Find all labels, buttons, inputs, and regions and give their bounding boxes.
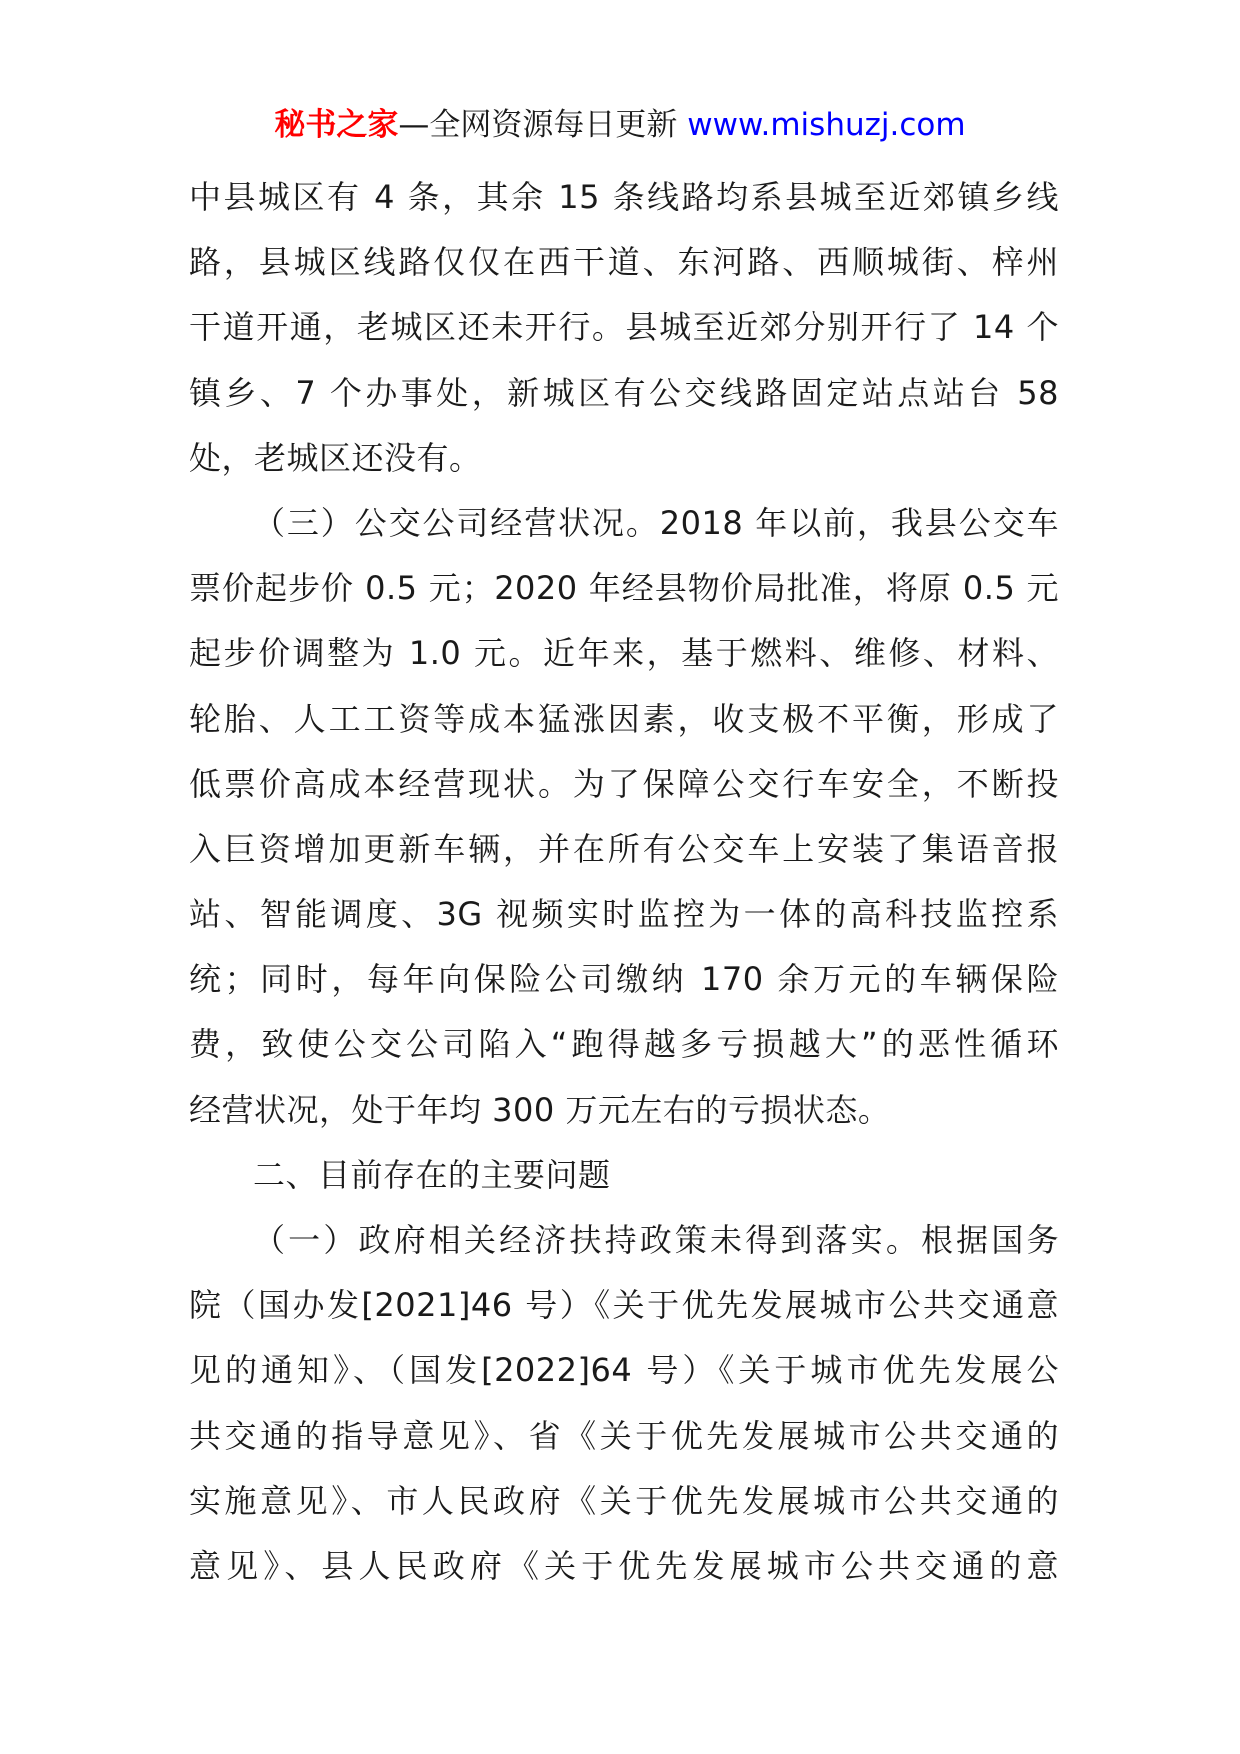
text-line: 处，老城区还没有。 <box>189 438 482 477</box>
text-line: 实施意见》、市人民政府《关于优先发展城市公共交通的 <box>189 1481 1059 1520</box>
section-paragraph-start: （三）公交公司经营状况。2018 年以前，我县公交车 <box>253 503 1059 542</box>
site-url-link[interactable]: www.mishuzj.com <box>687 107 966 143</box>
text-line: 低票价高成本经营现状。为了保障公交行车安全，不断投 <box>189 764 1059 803</box>
text-line: 共交通的指导意见》、省《关于优先发展城市公共交通的 <box>189 1416 1059 1455</box>
text-line: 统；同时，每年向保险公司缴纳 170 余万元的车辆保险 <box>189 960 1059 999</box>
text-line: 见的通知》、（国发[2022]64 号）《关于城市优先发展公 <box>189 1351 1059 1390</box>
section-paragraph-start: （一）政府相关经济扶持政策未得到落实。根据国务 <box>253 1221 1059 1259</box>
text-line: 中县城区有 4 条，其余 15 条线路均系县城至近郊镇乡线 <box>189 178 1059 216</box>
text-line: 镇乡、7 个办事处，新城区有公交线路固定站点站台 58 <box>189 373 1059 412</box>
text-line: 干道开通，老城区还未开行。县城至近郊分别开行了 14 个 <box>189 308 1059 347</box>
text-line: 意见》、县人民政府《关于优先发展城市公共交通的意 <box>189 1546 1059 1585</box>
text-line: 经营状况，处于年均 300 万元左右的亏损状态。 <box>189 1090 891 1129</box>
text-line: 院（国办发[2021]46 号）《关于优先发展城市公共交通意 <box>189 1286 1059 1325</box>
section-heading: 二、目前存在的主要问题 <box>253 1155 611 1194</box>
text-line: 入巨资增加更新车辆，并在所有公交车上安装了集语音报 <box>189 829 1059 868</box>
text-line: 路，县城区线路仅仅在西干道、东河路、西顺城街、梓州 <box>189 243 1059 282</box>
page-header <box>0 100 1240 150</box>
header-tagline: —全网资源每日更新 <box>398 107 678 143</box>
text-line: 费，致使公交公司陷入“跑得越多亏损越大”的恶性循环 <box>189 1025 1059 1064</box>
text-line: 票价起步价 0.5 元；2020 年经县物价局批准，将原 0.5 元 <box>189 569 1059 608</box>
text-line: 轮胎、人工工资等成本猛涨因素，收支极不平衡，形成了 <box>189 699 1059 738</box>
text-line: 站、智能调度、3G 视频实时监控为一体的高科技监控系 <box>189 895 1059 934</box>
brand-name: 秘书之家 <box>274 107 399 143</box>
text-line: 起步价调整为 1.0 元。近年来，基于燃料、维修、材料、 <box>189 634 1059 673</box>
document-body <box>189 165 1059 1599</box>
